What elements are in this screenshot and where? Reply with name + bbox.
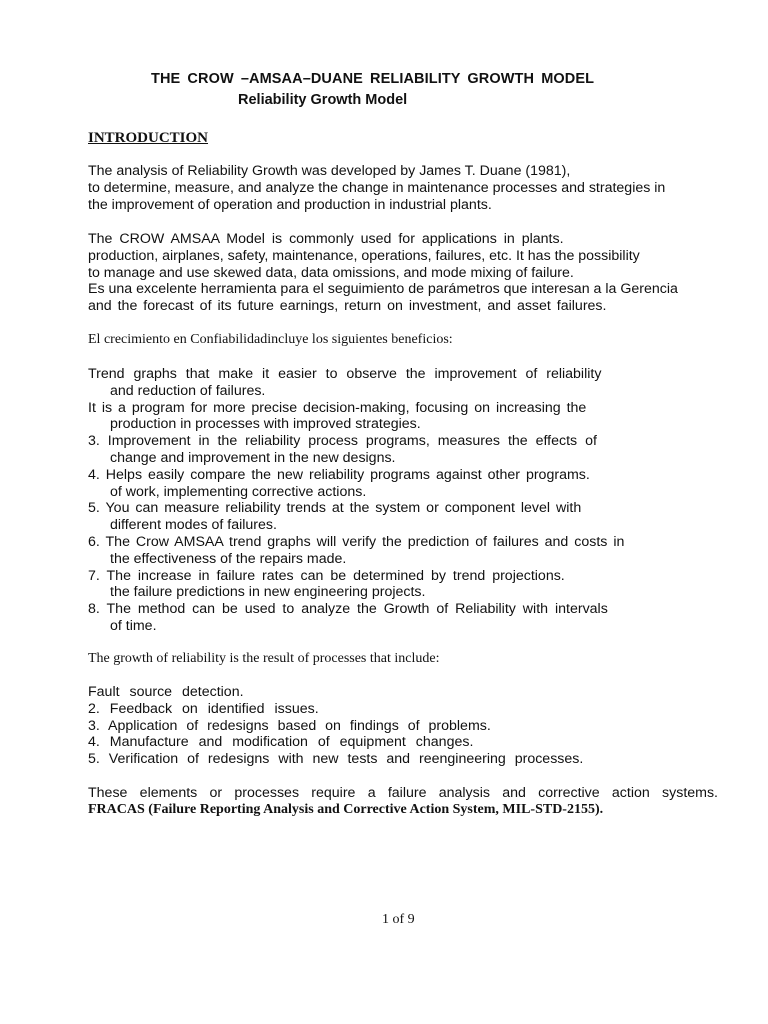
list-item-continuation: production in processes with improved strategies.: [110, 416, 421, 433]
paragraph-line: to manage and use skewed data, data omissions, and mode mixing of failure.: [88, 264, 574, 281]
paragraph-line: to determine, measure, and analyze the change in maintenance processes and strategies in: [88, 179, 666, 196]
list-item: 5. Verification of redesigns with new tests and reengineering processes.: [88, 751, 584, 768]
list-item: 8. The method can be used to analyze the Growth of Reliability with intervals: [88, 601, 608, 618]
paragraph-crow-amsaa: [88, 231, 718, 315]
processes-list: [88, 684, 718, 768]
paragraph-duane: [88, 163, 718, 213]
list-item: Fault source detection.: [88, 684, 244, 700]
list-item: It is a program for more precise decision-making, focusing on increasing the: [88, 399, 587, 416]
paragraph-line: Es una excelente herramienta para el seguimiento de parámetros que interesan a la Gerencia: [88, 281, 678, 298]
paragraph-line: and the forecast of its future earnings, return on investment, and asset failures.: [88, 298, 607, 315]
fracas-line: FRACAS (Failure Reporting Analysis and Corrective Action System, MIL-STD-2155).: [88, 802, 604, 817]
list-item-continuation: of work, implementing corrective actions.: [110, 483, 367, 500]
document-title: THE CROW –AMSAA–DUANE RELIABILITY GROWTH MODEL: [151, 71, 595, 87]
processes-intro: The growth of reliability is the result of processes that include:: [88, 651, 440, 666]
list-item-continuation: the effectiveness of the repairs made.: [110, 550, 347, 567]
list-item: 4. Manufacture and modification of equipment changes.: [88, 734, 474, 751]
list-item: 2. Feedback on identified issues.: [88, 700, 319, 717]
list-item-continuation: the failure predictions in new engineering projects.: [110, 584, 426, 601]
paragraph-line: production, airplanes, safety, maintenance, operations, failures, etc. It has the possibility: [88, 247, 640, 264]
list-item-continuation: different modes of failures.: [110, 517, 277, 534]
closing-paragraph: [88, 785, 718, 802]
list-item: 3. Application of redesigns based on findings of problems.: [88, 717, 491, 734]
closing-line: These elements or processes require a failure analysis and corrective action systems.: [88, 785, 718, 801]
list-item: 5. You can measure reliability trends at the system or component level with: [88, 500, 582, 517]
list-item-continuation: change and improvement in the new designs.: [110, 449, 396, 466]
paragraph-line: The CROW AMSAA Model is commonly used for applications in plants.: [88, 231, 564, 247]
list-item: Trend graphs that make it easier to observe the improvement of reliability: [88, 366, 602, 382]
paragraph-line: the improvement of operation and production in industrial plants.: [88, 196, 492, 213]
list-item: 4. Helps easily compare the new reliability programs against other programs.: [88, 466, 590, 483]
page-number: 1 of 9: [382, 912, 415, 927]
benefits-list: [88, 366, 718, 635]
list-item: 6. The Crow AMSAA trend graphs will verify the prediction of failures and costs in: [88, 533, 625, 550]
list-item: 7. The increase in failure rates can be determined by trend projections.: [88, 567, 565, 584]
document-subtitle: Reliability Growth Model: [238, 92, 408, 108]
section-heading-introduction: INTRODUCTION: [88, 130, 209, 146]
list-item-continuation: of time.: [110, 617, 157, 634]
paragraph-line: The analysis of Reliability Growth was developed by James T. Duane (1981),: [88, 163, 571, 179]
list-item: 3. Improvement in the reliability process programs, measures the effects of: [88, 433, 597, 450]
benefits-intro: El crecimiento en Confiabilidadincluye los siguientes beneficios:: [88, 332, 453, 347]
list-item-continuation: and reduction of failures.: [110, 382, 266, 399]
